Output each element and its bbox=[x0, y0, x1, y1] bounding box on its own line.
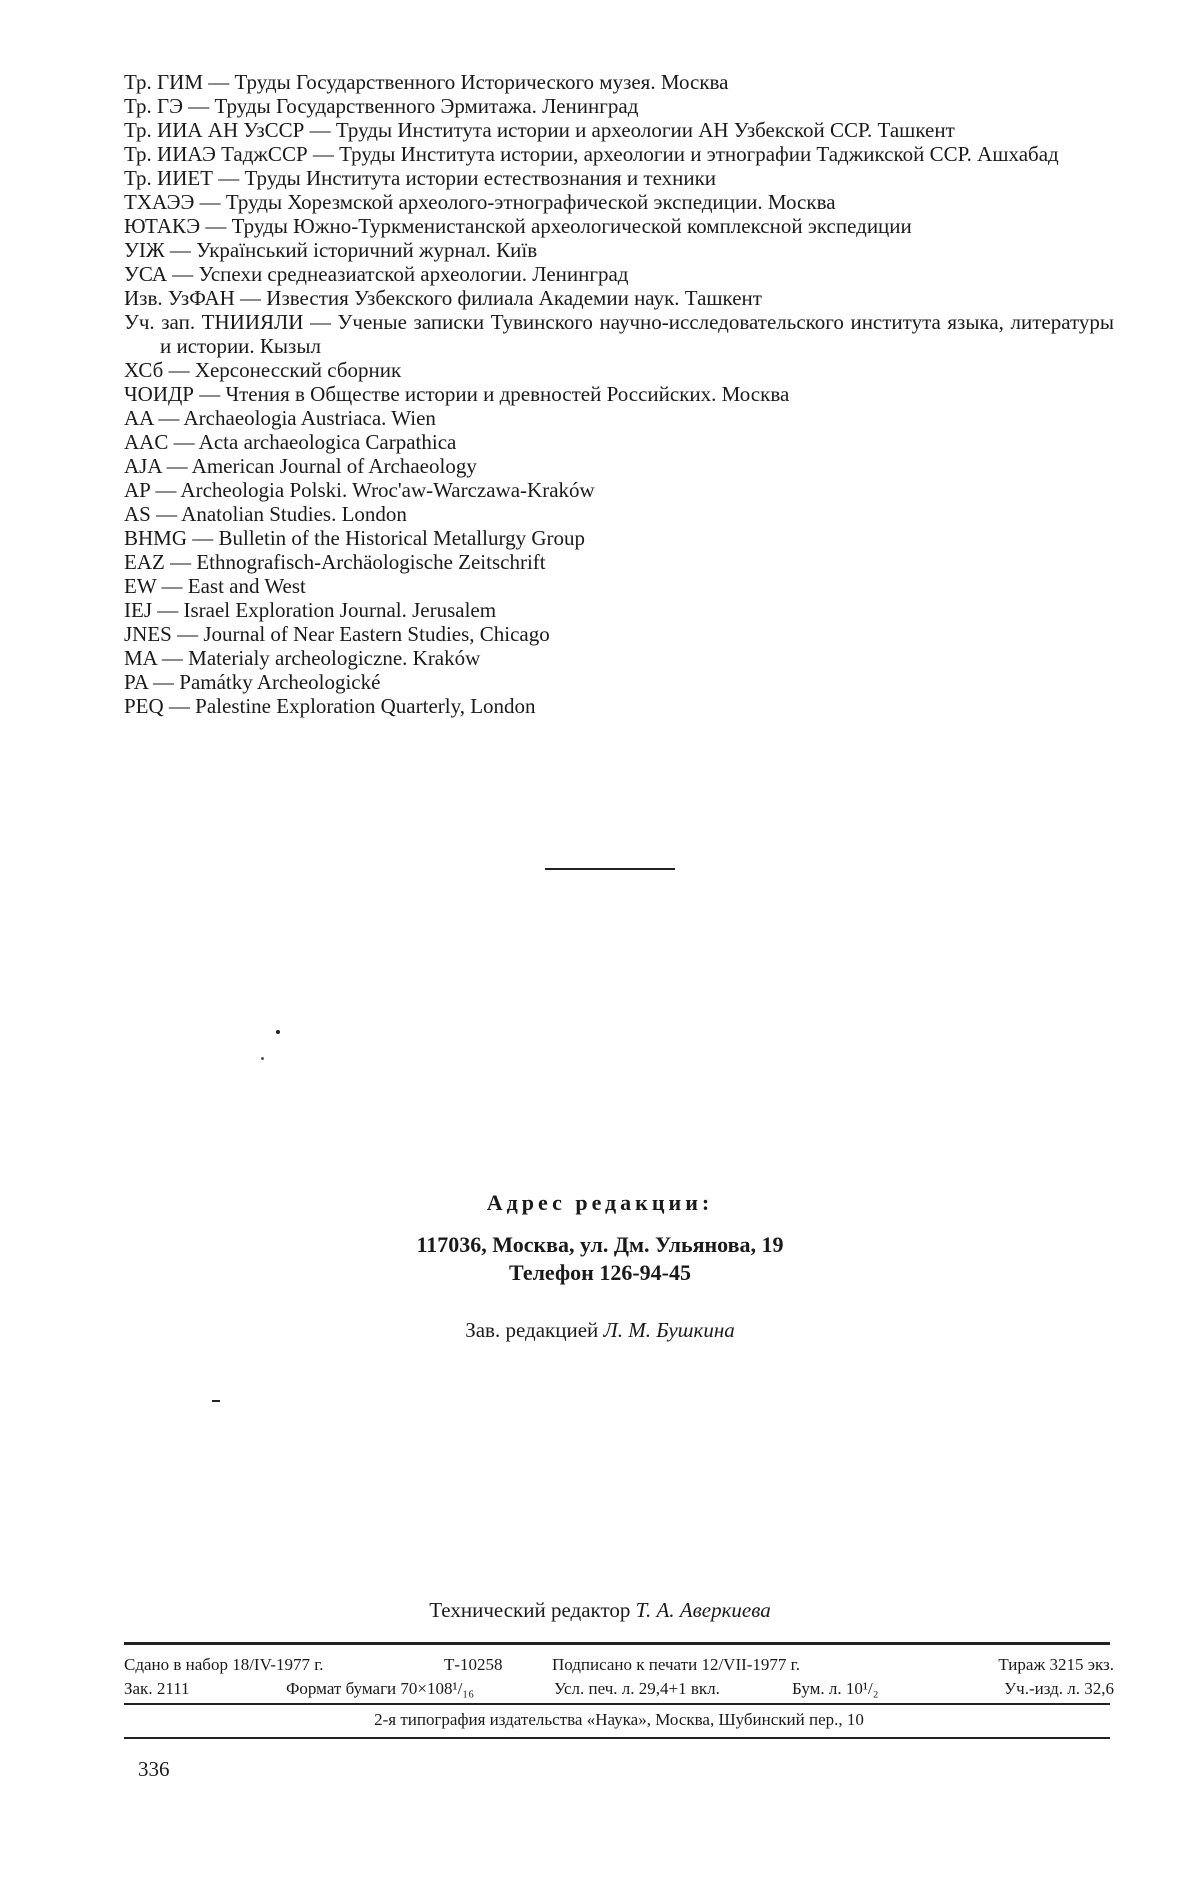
abbreviation-entry: Тр. ИИЕТ — Труды Института истории естествознания и техники bbox=[124, 166, 717, 190]
printed-sheets: Усл. печ. л. 29,4+1 вкл. bbox=[554, 1679, 720, 1698]
imprint-bottom-rule bbox=[124, 1737, 1110, 1739]
print-run: Тираж 3215 экз. bbox=[998, 1655, 1114, 1674]
abbreviation-entry: ЮТАКЭ — Труды Южно-Туркменистанской археологической комплексной экспедиции bbox=[124, 214, 912, 238]
imprint-row-1 bbox=[124, 1655, 1114, 1677]
abbreviation-list bbox=[124, 70, 1114, 718]
imprint-top-rule bbox=[124, 1642, 1110, 1645]
edition-sheets: Уч.-изд. л. 32,6 bbox=[1004, 1679, 1114, 1698]
print-speck bbox=[276, 1030, 280, 1034]
abbreviation-entry: Тр. ИИА АН УзССР — Труды Института истории и археологии АН Узбекской ССР. Ташкент bbox=[124, 118, 955, 142]
abbreviation-entry: BHMG — Bulletin of the Historical Metallurgy Group bbox=[124, 526, 585, 550]
address-heading: Адрес редакции: bbox=[486, 1190, 714, 1215]
page-number: 336 bbox=[138, 1757, 170, 1781]
technical-editor-name: Т. А. Аверкиева bbox=[635, 1598, 771, 1622]
abbreviation-entry: Тр. ГЭ — Труды Государственного Эрмитажа. Ленинград bbox=[124, 94, 639, 118]
abbreviation-entry: ТХАЭЭ — Труды Хорезмской археолого-этнографической экспедиции. Москва bbox=[124, 190, 836, 214]
technical-editor-role: Технический редактор bbox=[429, 1598, 631, 1622]
print-mark bbox=[212, 1400, 220, 1402]
paper-sheets: Бум. л. 10¹/₂ bbox=[792, 1679, 879, 1698]
abbreviation-entry: УІЖ — Український історичний журнал. Київ bbox=[124, 238, 538, 262]
abbreviation-entry: PA — Památky Archeologické bbox=[124, 670, 381, 694]
censor-code: Т-10258 bbox=[444, 1655, 503, 1674]
abbreviation-entry: IEJ — Israel Exploration Journal. Jerusalem bbox=[124, 598, 497, 622]
typeset-date: Сдано в набор 18/IV-1977 г. bbox=[124, 1655, 324, 1674]
printer-info: 2-я типография издательства «Наука», Москва, Шубинский пер., 10 bbox=[374, 1710, 864, 1729]
abbreviation-entry: ХСб — Херсонесский сборник bbox=[124, 358, 402, 382]
abbreviation-entry: PEQ — Palestine Exploration Quarterly, London bbox=[124, 694, 536, 718]
abbreviation-entry: Уч. зап. ТНИИЯЛИ — Ученые записки Тувинского научно-исследовательского института языка, литературы и истории. Кызыл bbox=[124, 310, 1114, 358]
abbreviation-entry: AAC — Acta archaeologica Carpathica bbox=[124, 430, 457, 454]
abbreviation-entry: AP — Archeologia Polski. Wroc'aw-Warczawa-Kraków bbox=[124, 478, 595, 502]
abbreviation-entry: Тр. ГИМ — Труды Государственного Исторического музея. Москва bbox=[124, 70, 729, 94]
order-number: Зак. 2111 bbox=[124, 1679, 190, 1698]
abbreviation-entry: УСА — Успехи среднеазиатской археологии. Ленинград bbox=[124, 262, 629, 286]
abbreviation-entry: AJA — American Journal of Archaeology bbox=[124, 454, 477, 478]
abbreviation-entry: Тр. ИИАЭ ТаджССР — Труды Института истории, археологии и этнографии Таджикской ССР. Ашхабад bbox=[124, 142, 1059, 166]
imprint-row-2 bbox=[124, 1679, 1114, 1701]
managing-editor-name: Л. М. Бушкина bbox=[603, 1318, 735, 1342]
imprint-middle-rule bbox=[124, 1703, 1110, 1705]
address-street: 117036, Москва, ул. Дм. Ульянова, 19 bbox=[416, 1232, 784, 1257]
abbreviation-entry: EAZ — Ethnografisch-Archäologische Zeitschrift bbox=[124, 550, 546, 574]
abbreviation-entry: AS — Anatolian Studies. London bbox=[124, 502, 407, 526]
abbreviation-entry: ЧОИДР — Чтения в Обществе истории и древностей Российских. Москва bbox=[124, 382, 790, 406]
paper-format: Формат бумаги 70×108¹/₁₆ bbox=[286, 1679, 475, 1698]
abbreviation-entry: MA — Materialy archeologiczne. Kraków bbox=[124, 646, 481, 670]
abbreviation-entry: AA — Archaeologia Austriaca. Wien bbox=[124, 406, 436, 430]
abbreviation-entry: JNES — Journal of Near Eastern Studies, Chicago bbox=[124, 622, 550, 646]
signed-date: Подписано к печати 12/VII-1977 г. bbox=[552, 1655, 800, 1674]
abbreviation-entry: EW — East and West bbox=[124, 574, 306, 598]
technical-editor-line bbox=[300, 1598, 900, 1623]
print-speck bbox=[261, 1057, 264, 1060]
abbreviation-entry: Изв. УзФАН — Известия Узбекского филиала Академии наук. Ташкент bbox=[124, 286, 762, 310]
managing-editor-role: Зав. редакцией bbox=[465, 1318, 599, 1342]
section-divider bbox=[545, 868, 675, 870]
address-phone: Телефон 126-94-45 bbox=[508, 1260, 692, 1285]
managing-editor-line bbox=[300, 1318, 900, 1343]
